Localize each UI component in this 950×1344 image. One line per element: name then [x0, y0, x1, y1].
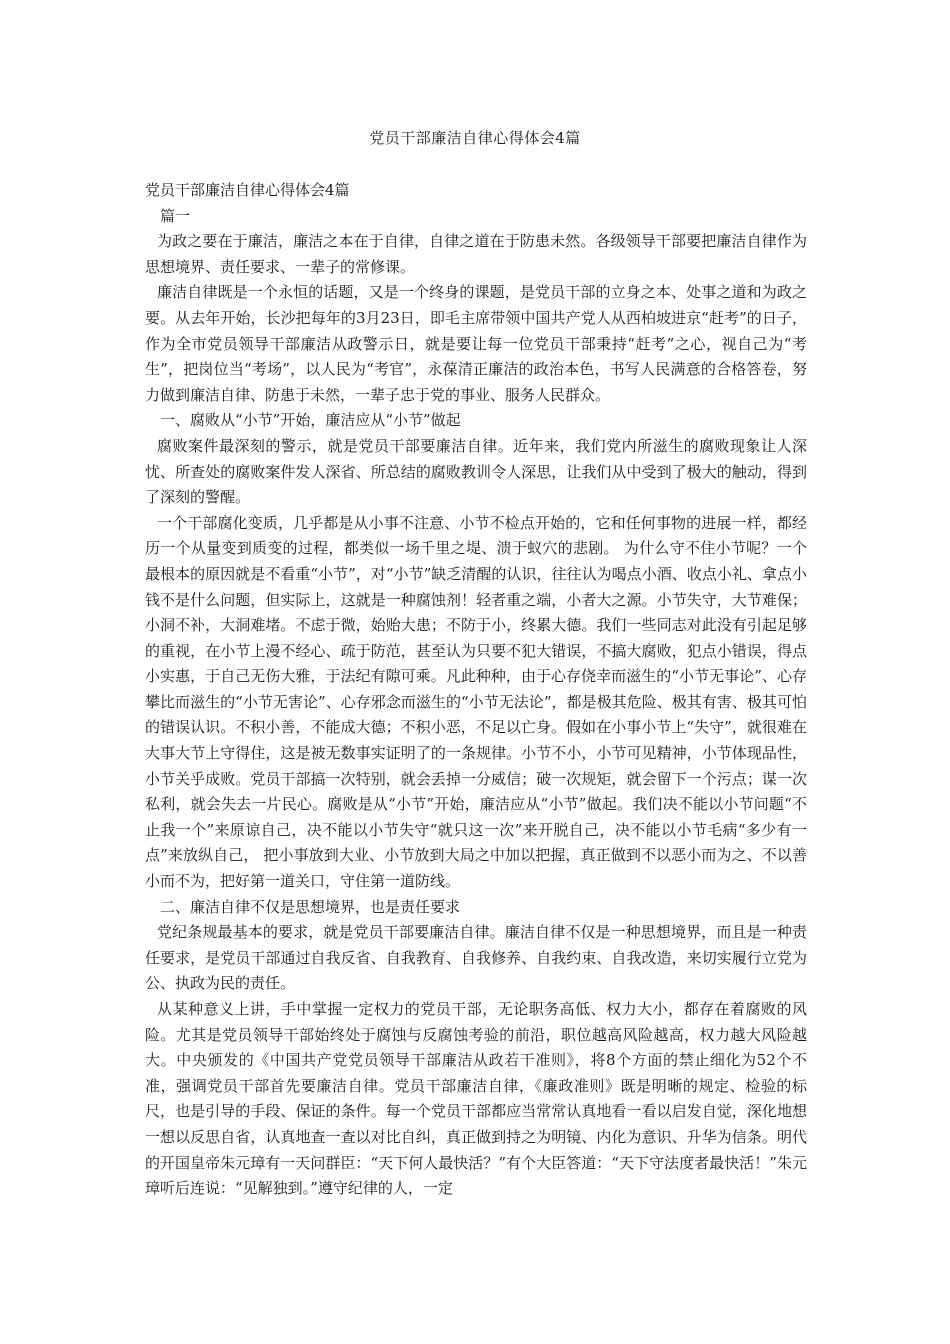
- section-heading: 一、腐败从“小节”开始，廉洁应从“小节”做起: [160, 411, 461, 430]
- paragraph: 一个干部腐化变质，几乎都是从小事不注意、小节不检点开始的，它和任何事物的进展一样，都经历一个从量变到质变的过程，都类似一场千里之堤、溃于蚁穴的悲剧。 为什么守不住小节呢？一个最根本的原因就是不看重“小节”，对“小节”缺乏清醒的认识，往往认为喝点小酒、收点小礼、拿点小钱不是什么问题，但实际上，这就是一种腐蚀剂！轻者重之端，小者大之源。小节失守，大节难保；小洞不补，大洞难堵。不虑于微，始贻大患；不防于小，终累大德。我们一些同志对此没有引起足够的重视，在小节上漫不经心、疏于防范，甚至认为只要不犯大错误，不搞大腐败，犯点小错误，得点小实惠，于自己无伤大雅，于法纪有隙可乘。凡此种种，由于心存侥幸而滋生的“小节无事论”、心存攀比而滋生的“小节无害论”、心存邪念而滋生的“小节无法论”，都是极其危险、极其有害、极其可怕的错误认识。不积小善，不能成大德；不积小恶，不足以亡身。假如在小事小节上“失守”，就很难在大事大节上守得住，这是被无数事实证明了的一条规律。小节不小，小节可见精神，小节体现品性，小节关乎成败。党员干部搞一次特别，就会丢掉一分威信；破一次规矩，就会留下一个污点；谋一次私利，就会失去一片民心。腐败是从“小节”开始，廉洁应从“小节”做起。我们决不能以小节问题“不止我一个”来原谅自己，决不能以小节失守“就只这一次”来开脱自己，决不能以小节毛病“多少有一点”来放纵自己， 把小事放到大业、小节放到大局之中加以把握，真正做到不以恶小而为之、不以善小而不为，把好第一道关口，守住第一道防线。: [145, 513, 807, 891]
- paragraph: 党纪条规最基本的要求，就是党员干部要廉洁自律。廉洁自律不仅是一种思想境界，而且是一种责任要求，是党员干部通过自我反省、自我教育、自我修养、自我约束、自我改造，来切实履行立党为公、执政为民的责任。: [145, 923, 807, 993]
- section-heading: 二、廉洁自律不仅是思想境界，也是责任要求: [160, 897, 461, 916]
- paragraph: 从某种意义上讲，手中掌握一定权力的党员干部，无论职务高低、权力大小，都存在着腐败的风险。尤其是党员领导干部始终处于腐蚀与反腐蚀考验的前沿，职位越高风险越高，权力越大风险越大。中央颁发的《中国共产党党员领导干部廉洁从政若干准则》，将8个方面的禁止细化为52个不准，强调党员干部首先要廉洁自律。党员干部廉洁自律，《廉政准则》既是明晰的规定、检验的标尺，也是引导的手段、保证的条件。每一个党员干部都应当常常认真地看一看以启发自觉，深化地想一想以反思自省，认真地查一查以对比自纠，真正做到持之为明镜、内化为意识、升华为信条。明代的开国皇帝朱元璋有一天问群臣：“天下何人最快活？”有个大臣答道：“天下守法度者最快活！”朱元璋听后连说：“见解独到。”遵守纪律的人，一定: [145, 1000, 807, 1198]
- paragraph: 为政之要在于廉洁，廉洁之本在于自律，自律之道在于防患未然。各级领导干部要把廉洁自律作为思想境界、责任要求、一辈子的常修课。: [145, 232, 807, 276]
- body-title-line: 党员干部廉洁自律心得体会4篇: [145, 181, 350, 199]
- section-label-part-one: 篇一: [160, 206, 191, 225]
- paragraph: 腐败案件最深刻的警示，就是党员干部要廉洁自律。近年来，我们党内所滋生的腐败现象让人深忧、所查处的腐败案件发人深省、所总结的腐败教训令人深思，让我们从中受到了极大的触动，得到了深刻的警醒。: [145, 436, 807, 507]
- document-title: 党员干部廉洁自律心得体会4篇: [369, 129, 581, 147]
- paragraph: 廉洁自律既是一个永恒的话题，又是一个终身的课题，是党员干部的立身之本、处事之道和为政之要。从去年开始，长沙把每年的3月23日，即毛主席带领中国共产党人从西柏坡进京“赶考”的日子，作为全市党员领导干部廉洁从政警示日，就是要让每一位党员干部秉持“赶考”之心，视自己为“考生”，把岗位当“考场”，以人民为“考官”，永葆清正廉洁的政治本色，书写人民满意的合格答卷，努力做到廉洁自律、防患于未然，一辈子忠于党的事业、服务人民群众。: [145, 283, 807, 404]
- document-body: [145, 178, 807, 1202]
